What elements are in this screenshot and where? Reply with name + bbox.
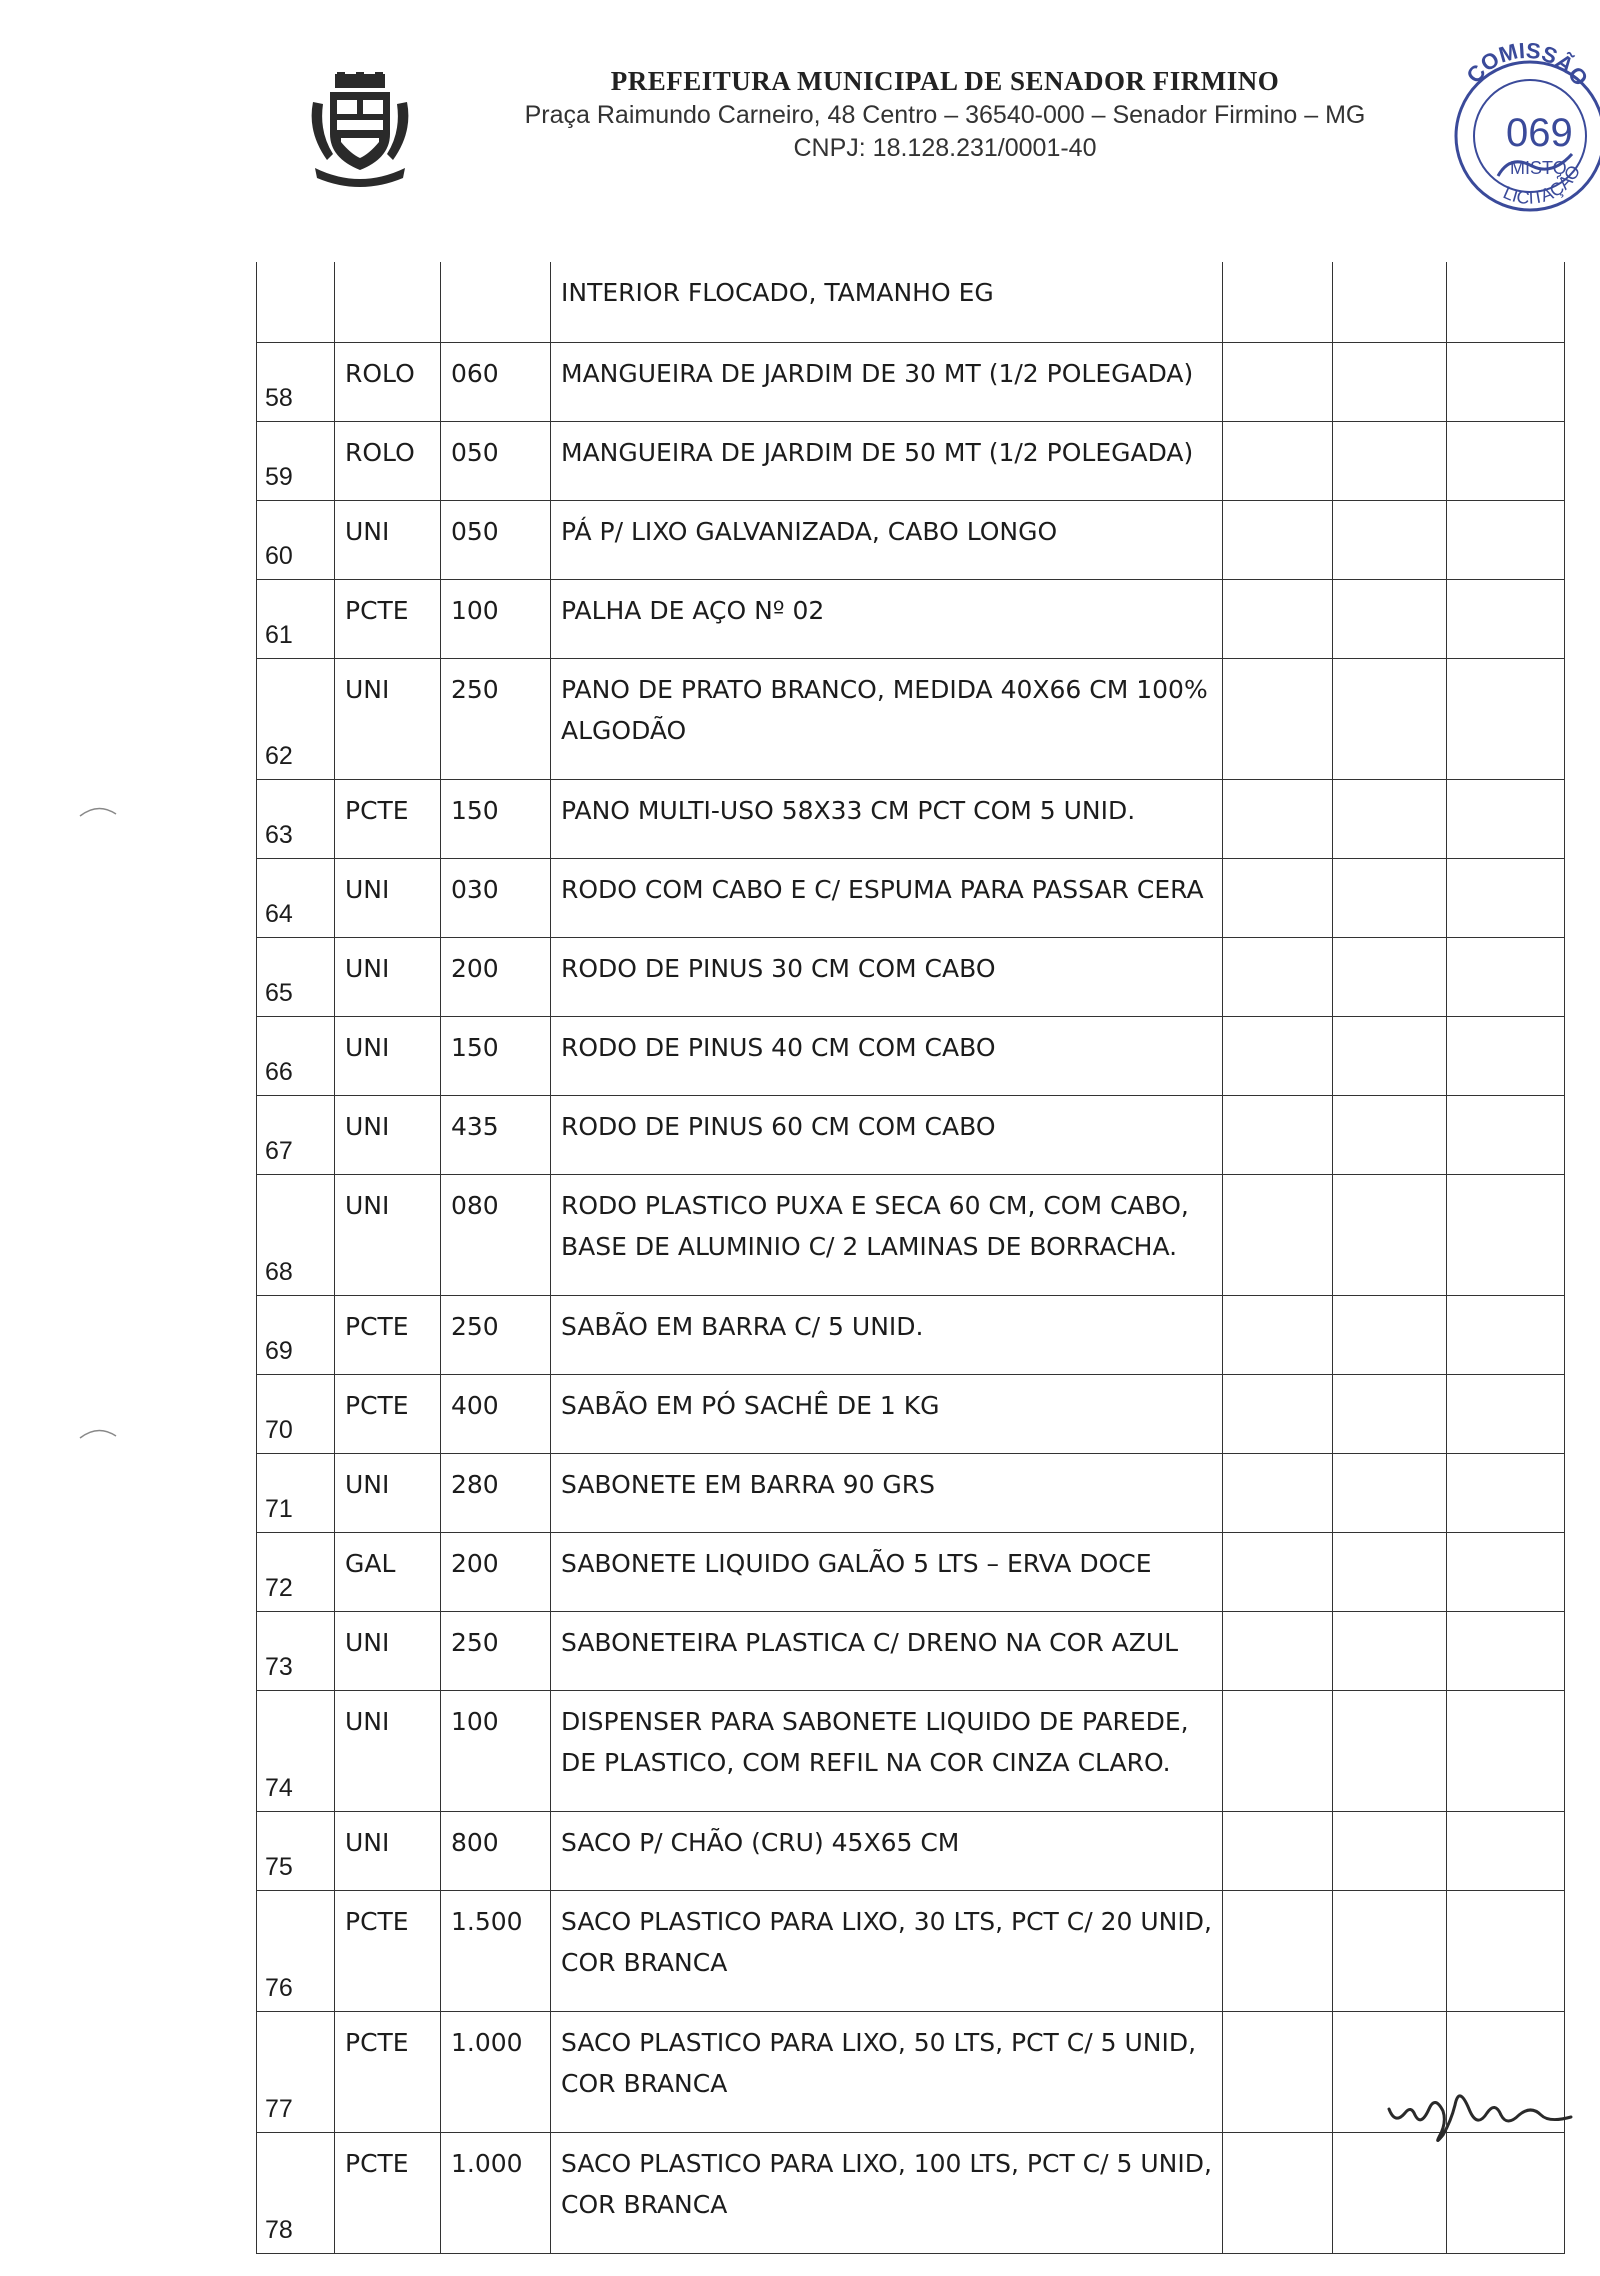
quantity-cell: 050 — [441, 501, 551, 580]
unit-cell: PCTE — [335, 780, 441, 859]
empty-cell — [1223, 1533, 1333, 1612]
description-cell: MANGUEIRA DE JARDIM DE 50 MT (1/2 POLEGADA) — [551, 422, 1223, 501]
description-cell: SACO P/ CHÃO (CRU) 45X65 CM — [551, 1812, 1223, 1891]
table-row — [257, 938, 1565, 1017]
items-table-body — [257, 262, 1565, 2254]
empty-cell — [1223, 1691, 1333, 1812]
empty-cell — [1333, 659, 1447, 780]
empty-cell — [1223, 859, 1333, 938]
unit-cell: UNI — [335, 1175, 441, 1296]
table-row — [257, 1017, 1565, 1096]
empty-cell — [1223, 1096, 1333, 1175]
quantity-cell: 435 — [441, 1096, 551, 1175]
table-row — [257, 2133, 1565, 2254]
stamp-number: 069 — [1506, 111, 1573, 155]
item-number-cell: 65 — [257, 938, 335, 1017]
description-cell: SABONETEIRA PLASTICA C/ DRENO NA COR AZUL — [551, 1612, 1223, 1691]
empty-cell — [1447, 422, 1565, 501]
unit-cell: UNI — [335, 938, 441, 1017]
quantity-cell: 1.000 — [441, 2012, 551, 2133]
item-number-cell: 68 — [257, 1175, 335, 1296]
empty-cell — [1333, 262, 1447, 343]
empty-cell — [1223, 938, 1333, 1017]
commission-stamp — [1440, 26, 1600, 226]
unit-cell: UNI — [335, 1017, 441, 1096]
empty-cell — [1223, 1375, 1333, 1454]
empty-cell — [1447, 780, 1565, 859]
quantity-cell: 030 — [441, 859, 551, 938]
item-number-cell: 63 — [257, 780, 335, 859]
table-row — [257, 1533, 1565, 1612]
empty-cell — [1223, 1612, 1333, 1691]
empty-cell — [1447, 343, 1565, 422]
empty-cell — [1333, 938, 1447, 1017]
item-number-cell — [257, 262, 335, 343]
description-cell: SABONETE LIQUIDO GALÃO 5 LTS – ERVA DOCE — [551, 1533, 1223, 1612]
empty-cell — [1447, 1296, 1565, 1375]
empty-cell — [1447, 1375, 1565, 1454]
empty-cell — [1333, 1891, 1447, 2012]
empty-cell — [1447, 580, 1565, 659]
quantity-cell: 200 — [441, 938, 551, 1017]
table-row — [257, 1691, 1565, 1812]
item-number-cell: 77 — [257, 2012, 335, 2133]
empty-cell — [1333, 1017, 1447, 1096]
quantity-cell: 050 — [441, 422, 551, 501]
empty-cell — [1333, 1175, 1447, 1296]
quantity-cell: 1.500 — [441, 1891, 551, 2012]
empty-cell — [1333, 1533, 1447, 1612]
description-cell: MANGUEIRA DE JARDIM DE 30 MT (1/2 POLEGADA) — [551, 343, 1223, 422]
item-number-cell: 64 — [257, 859, 335, 938]
item-number-cell: 78 — [257, 2133, 335, 2254]
item-number-cell: 60 — [257, 501, 335, 580]
item-number-cell: 69 — [257, 1296, 335, 1375]
description-cell: PANO MULTI-USO 58X33 CM PCT COM 5 UNID. — [551, 780, 1223, 859]
empty-cell — [1447, 262, 1565, 343]
empty-cell — [1447, 1691, 1565, 1812]
empty-cell — [1223, 1454, 1333, 1533]
table-row — [257, 1296, 1565, 1375]
description-cell: SABONETE EM BARRA 90 GRS — [551, 1454, 1223, 1533]
handwritten-signature — [1385, 2065, 1575, 2145]
empty-cell — [1333, 1691, 1447, 1812]
description-cell: SABÃO EM PÓ SACHÊ DE 1 KG — [551, 1375, 1223, 1454]
empty-cell — [1447, 1533, 1565, 1612]
unit-cell — [335, 262, 441, 343]
unit-cell: UNI — [335, 1612, 441, 1691]
table-row — [257, 1175, 1565, 1296]
letterhead-cnpj: CNPJ: 18.128.231/0001-40 — [793, 134, 1097, 162]
empty-cell — [1223, 1175, 1333, 1296]
letterhead-address: Praça Raimundo Carneiro, 48 Centro – 36540-000 – Senador Firmino – MG — [524, 101, 1366, 129]
empty-cell — [1223, 1812, 1333, 1891]
description-cell: PANO DE PRATO BRANCO, MEDIDA 40X66 CM 100% ALGODÃO — [551, 659, 1223, 780]
item-number-cell: 66 — [257, 1017, 335, 1096]
empty-cell — [1447, 501, 1565, 580]
table-row — [257, 1612, 1565, 1691]
empty-cell — [1333, 1454, 1447, 1533]
empty-cell — [1447, 1812, 1565, 1891]
punch-mark-icon — [78, 1422, 118, 1442]
empty-cell — [1223, 580, 1333, 659]
items-table — [256, 262, 1565, 2254]
unit-cell: PCTE — [335, 1296, 441, 1375]
unit-cell: UNI — [335, 1096, 441, 1175]
quantity-cell — [441, 262, 551, 343]
table-row — [257, 262, 1565, 343]
item-number-cell: 58 — [257, 343, 335, 422]
empty-cell — [1447, 1175, 1565, 1296]
description-cell: SABÃO EM BARRA C/ 5 UNID. — [551, 1296, 1223, 1375]
unit-cell: PCTE — [335, 1891, 441, 2012]
item-number-cell: 71 — [257, 1454, 335, 1533]
table-row — [257, 659, 1565, 780]
empty-cell — [1223, 343, 1333, 422]
unit-cell: UNI — [335, 1691, 441, 1812]
quantity-cell: 800 — [441, 1812, 551, 1891]
empty-cell — [1333, 1812, 1447, 1891]
item-number-cell: 73 — [257, 1612, 335, 1691]
empty-cell — [1333, 343, 1447, 422]
empty-cell — [1333, 2133, 1447, 2254]
empty-cell — [1333, 780, 1447, 859]
table-row — [257, 1096, 1565, 1175]
quantity-cell: 250 — [441, 1612, 551, 1691]
empty-cell — [1223, 262, 1333, 343]
empty-cell — [1447, 938, 1565, 1017]
table-row — [257, 580, 1565, 659]
empty-cell — [1333, 422, 1447, 501]
empty-cell — [1333, 1096, 1447, 1175]
empty-cell — [1223, 780, 1333, 859]
table-row — [257, 501, 1565, 580]
item-number-cell: 70 — [257, 1375, 335, 1454]
item-number-cell: 62 — [257, 659, 335, 780]
table-row — [257, 1454, 1565, 1533]
unit-cell: UNI — [335, 1454, 441, 1533]
table-row — [257, 1375, 1565, 1454]
description-cell: RODO DE PINUS 40 CM COM CABO — [551, 1017, 1223, 1096]
unit-cell: PCTE — [335, 2012, 441, 2133]
unit-cell: GAL — [335, 1533, 441, 1612]
unit-cell: PCTE — [335, 580, 441, 659]
description-cell: RODO PLASTICO PUXA E SECA 60 CM, COM CABO, BASE DE ALUMINIO C/ 2 LAMINAS DE BORRACHA. — [551, 1175, 1223, 1296]
description-cell: SACO PLASTICO PARA LIXO, 30 LTS, PCT C/ 20 UNID, COR BRANCA — [551, 1891, 1223, 2012]
empty-cell — [1447, 1017, 1565, 1096]
empty-cell — [1447, 659, 1565, 780]
unit-cell: ROLO — [335, 422, 441, 501]
item-number-cell: 61 — [257, 580, 335, 659]
empty-cell — [1333, 1612, 1447, 1691]
description-cell: SACO PLASTICO PARA LIXO, 100 LTS, PCT C/ 5 UNID, COR BRANCA — [551, 2133, 1223, 2254]
stamp-bottom-text: LICITAÇÃO — [1500, 161, 1585, 209]
item-number-cell: 72 — [257, 1533, 335, 1612]
description-cell: RODO DE PINUS 60 CM COM CABO — [551, 1096, 1223, 1175]
letterhead-title: PREFEITURA MUNICIPAL DE SENADOR FIRMINO — [610, 66, 1280, 96]
table-row — [257, 343, 1565, 422]
municipal-crest-icon — [305, 72, 415, 192]
table-row — [257, 422, 1565, 501]
empty-cell — [1333, 580, 1447, 659]
unit-cell: UNI — [335, 859, 441, 938]
empty-cell — [1447, 1454, 1565, 1533]
unit-cell: UNI — [335, 1812, 441, 1891]
table-row — [257, 1812, 1565, 1891]
quantity-cell: 150 — [441, 780, 551, 859]
empty-cell — [1333, 859, 1447, 938]
item-number-cell: 74 — [257, 1691, 335, 1812]
empty-cell — [1333, 1296, 1447, 1375]
quantity-cell: 250 — [441, 1296, 551, 1375]
quantity-cell: 250 — [441, 659, 551, 780]
table-row — [257, 780, 1565, 859]
item-number-cell: 75 — [257, 1812, 335, 1891]
empty-cell — [1447, 859, 1565, 938]
letterhead — [440, 66, 1450, 163]
table-row — [257, 859, 1565, 938]
empty-cell — [1223, 1891, 1333, 2012]
description-cell: RODO DE PINUS 30 CM COM CABO — [551, 938, 1223, 1017]
empty-cell — [1223, 2012, 1333, 2133]
item-number-cell: 67 — [257, 1096, 335, 1175]
description-cell: INTERIOR FLOCADO, TAMANHO EG — [551, 262, 1223, 343]
quantity-cell: 100 — [441, 1691, 551, 1812]
unit-cell: ROLO — [335, 343, 441, 422]
unit-cell: UNI — [335, 659, 441, 780]
empty-cell — [1223, 501, 1333, 580]
description-cell: RODO COM CABO E C/ ESPUMA PARA PASSAR CERA — [551, 859, 1223, 938]
empty-cell — [1223, 1017, 1333, 1096]
quantity-cell: 080 — [441, 1175, 551, 1296]
empty-cell — [1223, 659, 1333, 780]
empty-cell — [1447, 1612, 1565, 1691]
description-cell: SACO PLASTICO PARA LIXO, 50 LTS, PCT C/ 5 UNID, COR BRANCA — [551, 2012, 1223, 2133]
empty-cell — [1223, 2133, 1333, 2254]
punch-mark-icon — [78, 800, 118, 820]
item-number-cell: 59 — [257, 422, 335, 501]
quantity-cell: 400 — [441, 1375, 551, 1454]
quantity-cell: 060 — [441, 343, 551, 422]
description-cell: PALHA DE AÇO Nº 02 — [551, 580, 1223, 659]
description-cell: DISPENSER PARA SABONETE LIQUIDO DE PAREDE, DE PLASTICO, COM REFIL NA COR CINZA CLARO. — [551, 1691, 1223, 1812]
quantity-cell: 200 — [441, 1533, 551, 1612]
stamp-top-text: COMISSÃO — [1461, 37, 1594, 91]
item-number-cell: 76 — [257, 1891, 335, 2012]
quantity-cell: 150 — [441, 1017, 551, 1096]
empty-cell — [1333, 501, 1447, 580]
quantity-cell: 100 — [441, 580, 551, 659]
unit-cell: PCTE — [335, 1375, 441, 1454]
unit-cell: PCTE — [335, 2133, 441, 2254]
empty-cell — [1223, 1296, 1333, 1375]
empty-cell — [1333, 1375, 1447, 1454]
description-cell: PÁ P/ LIXO GALVANIZADA, CABO LONGO — [551, 501, 1223, 580]
empty-cell — [1447, 2133, 1565, 2254]
svg-text:COMISSÃO — [1461, 38, 1593, 91]
empty-cell — [1447, 1096, 1565, 1175]
table-row — [257, 2012, 1565, 2133]
stamp-sub-text: MISTO — [1510, 158, 1567, 178]
empty-cell — [1223, 422, 1333, 501]
quantity-cell: 1.000 — [441, 2133, 551, 2254]
unit-cell: UNI — [335, 501, 441, 580]
quantity-cell: 280 — [441, 1454, 551, 1533]
empty-cell — [1447, 1891, 1565, 2012]
table-row — [257, 1891, 1565, 2012]
